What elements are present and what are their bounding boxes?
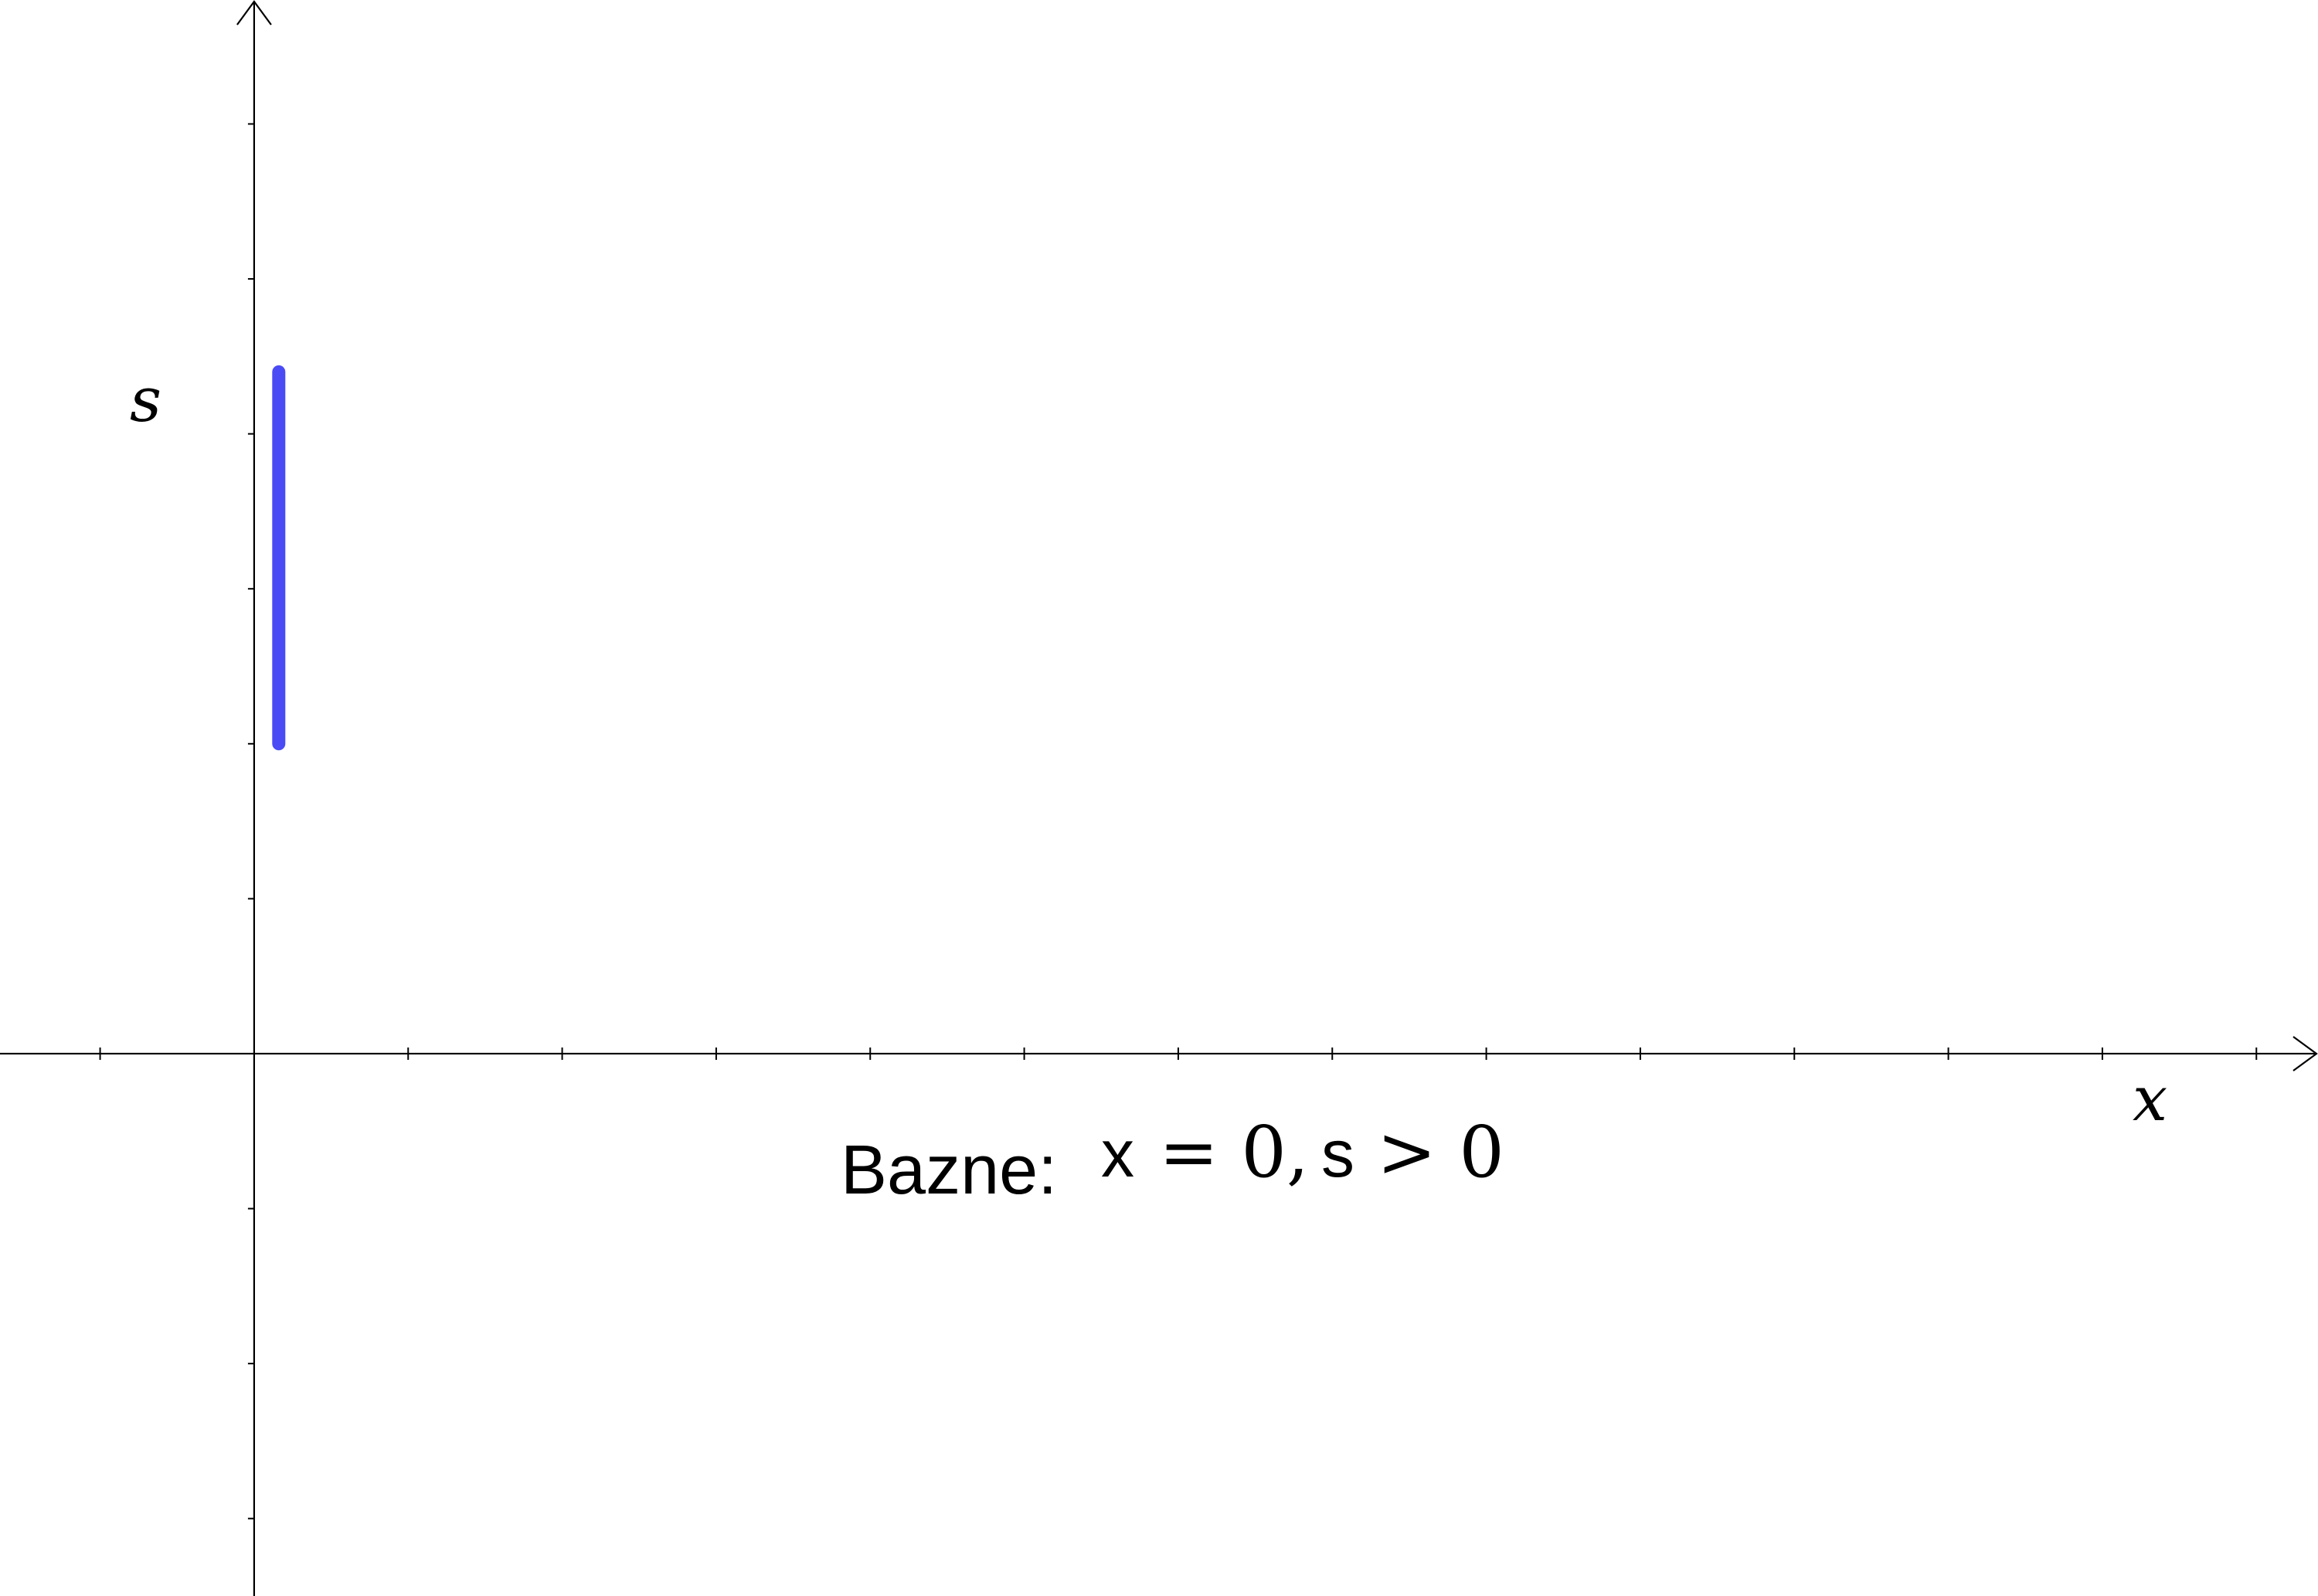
y-axis-label: s <box>130 364 162 436</box>
caption-equals-zero: = 0, <box>1159 1111 1310 1194</box>
caption-greater-zero: > 0 <box>1377 1111 1504 1194</box>
caption-var-x: x <box>1101 1117 1134 1191</box>
caption-prefix: Bazne: <box>841 1132 1058 1209</box>
tick-marks <box>100 124 2257 1518</box>
caption-var-s: s <box>1321 1117 1354 1191</box>
x-axis-label: x <box>2133 1063 2168 1135</box>
